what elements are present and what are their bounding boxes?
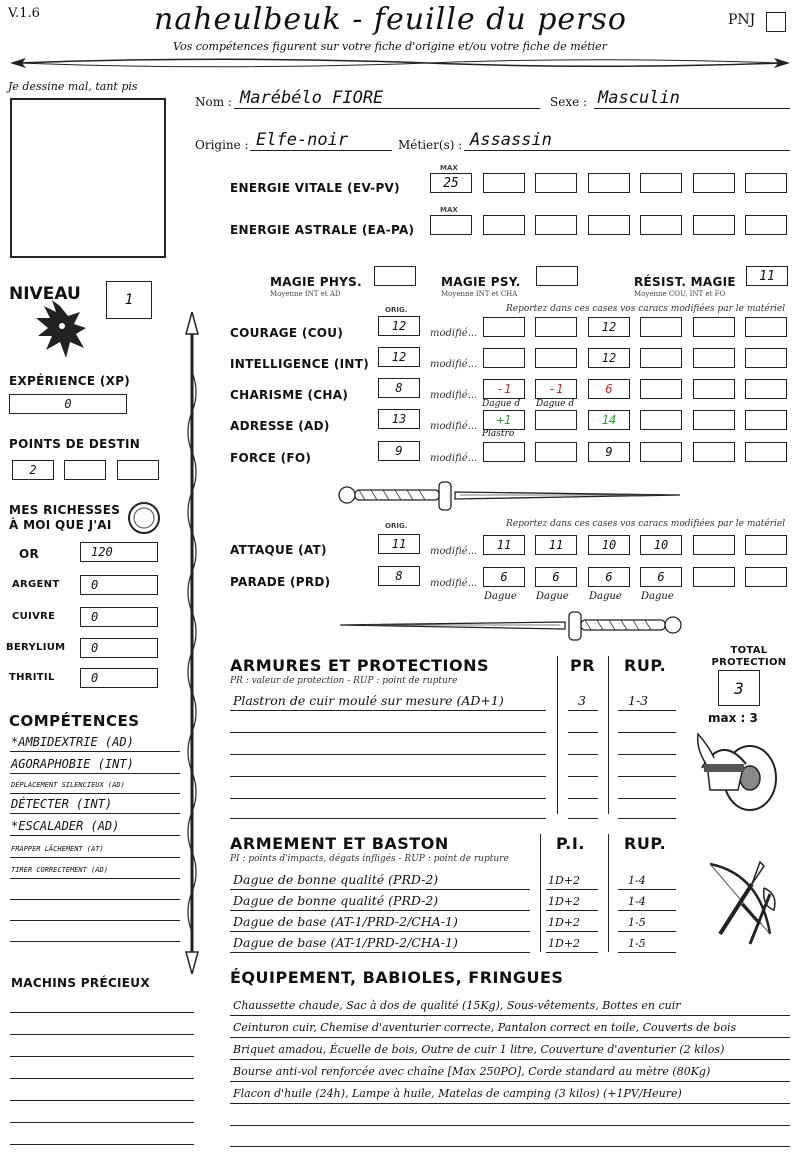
equipement-line[interactable]: Flacon d'huile (24h), Lampe à huile, Matelas de camping (3 kilos) (+1PV/Heure) <box>233 1087 682 1100</box>
equipement-underline <box>230 1146 790 1147</box>
competence-line <box>10 920 180 921</box>
carac-mod-box[interactable] <box>693 379 735 399</box>
competence-item[interactable]: DÉTECTER (INT) <box>11 797 113 811</box>
carac-mod-box[interactable]: 12 <box>588 348 630 368</box>
machins-line <box>10 1012 194 1013</box>
spear-divider <box>8 52 792 74</box>
competence-item[interactable]: AGORAPHOBIE (INT) <box>11 757 134 771</box>
competence-item[interactable]: DÉPLACEMENT SILENCIEUX (AD) <box>11 781 125 789</box>
magie-phys-sub: Moyenne INT et AD <box>270 290 341 298</box>
competence-line <box>10 857 180 858</box>
attaque-mod-box[interactable]: 11 <box>483 535 525 555</box>
ev-max-label: MAX <box>440 164 458 172</box>
arme-line <box>618 931 676 932</box>
competence-item[interactable]: TIRER CORRECTEMENT (AD) <box>11 866 108 874</box>
richesses-label-line1: MES RICHESSES <box>9 503 121 517</box>
machins-line <box>10 1100 194 1101</box>
competence-line <box>10 751 180 752</box>
metier-label: Métier(s) : <box>398 138 463 152</box>
equipement-underline <box>230 1125 790 1126</box>
competence-line <box>10 878 180 879</box>
magie-psy-box[interactable] <box>536 266 578 286</box>
equipement-underline <box>230 1015 790 1016</box>
max-protection: max : 3 <box>708 711 758 725</box>
xp-label: EXPÉRIENCE (XP) <box>9 374 131 388</box>
parade-mod-box[interactable]: 6 <box>640 567 682 587</box>
armures-divider <box>557 656 558 814</box>
weapon-tag: Dague <box>536 591 569 602</box>
richesses-label-line2: À MOI QUE J'AI <box>9 518 112 532</box>
destin-label: POINTS DE DESTIN <box>9 437 141 451</box>
machins-line <box>10 1056 194 1057</box>
ea-box[interactable] <box>535 215 577 235</box>
ev-box[interactable] <box>535 173 577 193</box>
magie-phys-box[interactable] <box>374 266 416 286</box>
carac-mod-box[interactable] <box>483 317 525 337</box>
competence-line <box>10 899 180 900</box>
arme-line <box>618 889 676 890</box>
portrait-box[interactable] <box>10 98 166 258</box>
armure-rup[interactable]: 1-3 <box>628 693 649 708</box>
armement-pi-header: P.I. <box>556 834 585 853</box>
page-subtitle: Vos compétences figurent sur votre fiche d'origine et/ou votre fiche de métier <box>173 40 607 53</box>
armure-name[interactable]: Plastron de cuir moulé sur mesure (AD+1) <box>233 693 504 708</box>
parade-mod-box[interactable]: 6 <box>535 567 577 587</box>
money-box[interactable]: 0 <box>80 638 158 658</box>
ea-box[interactable] <box>483 215 525 235</box>
ev-label: ENERGIE VITALE (EV-PV) <box>230 181 400 195</box>
sexe-label: Sexe : <box>550 95 588 109</box>
combat-note: Reportez dans ces cases vos caracs modifiées par le matériel <box>506 519 786 529</box>
mod-note: Dague d <box>482 399 521 409</box>
arme-name[interactable]: Dague de bonne qualité (PRD-2) <box>233 893 439 908</box>
weapon-tag: Dague <box>641 591 674 602</box>
arme-name[interactable]: Dague de bonne qualité (PRD-2) <box>233 872 439 887</box>
attaque-label: ATTAQUE (AT) <box>230 543 327 557</box>
machins-line <box>10 1144 194 1145</box>
carac-orig-box[interactable]: 13 <box>378 409 420 429</box>
armure-line <box>230 818 546 819</box>
helmet-shield-illustration <box>692 728 784 816</box>
attaque-mod-box[interactable]: 11 <box>535 535 577 555</box>
parade-mod-box[interactable] <box>693 567 735 587</box>
carac-mod-box[interactable]: +1 <box>483 410 525 430</box>
parade-mod-box[interactable]: 6 <box>483 567 525 587</box>
version-label: V.1.6 <box>8 6 40 21</box>
armure-line <box>568 732 598 733</box>
equipement-title: ÉQUIPEMENT, BABIOLES, FRINGUES <box>230 968 564 987</box>
armure-line <box>618 732 676 733</box>
carac-mod-box[interactable] <box>693 442 735 462</box>
carac-mod-box[interactable]: 9 <box>588 442 630 462</box>
ea-label: ENERGIE ASTRALE (EA-PA) <box>230 223 415 237</box>
weapon-tag: Dague <box>589 591 622 602</box>
carac-mod-box[interactable]: 14 <box>588 410 630 430</box>
money-box[interactable]: 120 <box>80 542 158 562</box>
armure-line <box>230 776 546 777</box>
equipement-underline <box>230 1037 790 1038</box>
sword-illustration <box>335 478 685 514</box>
metier-value[interactable]: Assassin <box>470 130 552 150</box>
carac-mod-box[interactable]: 6 <box>588 379 630 399</box>
sword-illustration <box>335 608 685 644</box>
modifie-label: modifié... <box>430 578 478 589</box>
resist-magie-label: RÉSIST. MAGIE <box>634 275 736 289</box>
arme-line <box>546 889 598 890</box>
competences-title: COMPÉTENCES <box>9 712 140 730</box>
competence-item[interactable]: FRAPPER LÂCHEMENT (AT) <box>11 845 104 853</box>
armure-line <box>230 710 546 711</box>
carac-mod-box[interactable] <box>693 410 735 430</box>
arme-line <box>546 910 598 911</box>
arme-pi[interactable]: 1D+2 <box>548 916 581 929</box>
carac-mod-box[interactable] <box>745 442 787 462</box>
ea-box[interactable] <box>640 215 682 235</box>
arme-line <box>546 931 598 932</box>
equipement-underline <box>230 1103 790 1104</box>
carac-mod-box[interactable] <box>640 442 682 462</box>
destin-box[interactable] <box>64 460 106 480</box>
arme-rup[interactable]: 1-4 <box>628 895 646 908</box>
carac-orig-box[interactable]: 12 <box>378 316 420 336</box>
carac-mod-box[interactable]: -1 <box>535 379 577 399</box>
carac-mod-box[interactable] <box>640 410 682 430</box>
equipement-underline <box>230 1081 790 1082</box>
competence-item[interactable]: *AMBIDEXTRIE (AD) <box>11 735 134 749</box>
carac-mod-box[interactable] <box>745 348 787 368</box>
modifie-label: modifié... <box>430 421 478 432</box>
sexe-value[interactable]: Masculin <box>598 88 680 108</box>
attaque-mod-box[interactable]: 10 <box>588 535 630 555</box>
coin-icon <box>127 501 161 535</box>
ea-max-box[interactable] <box>430 215 472 235</box>
armure-line <box>618 754 676 755</box>
armure-line <box>568 798 598 799</box>
money-label: OR <box>19 547 40 561</box>
total-label-line2: PROTECTION <box>711 657 787 668</box>
mod-note: Dague d <box>536 399 575 409</box>
total-protection-label <box>706 645 792 669</box>
destin-box[interactable] <box>117 460 159 480</box>
equipement-line[interactable]: Briquet amadou, Écuelle de bois, Outre de cuir 1 litre, Couverture d'aventurier (2 kilos) <box>233 1043 725 1056</box>
carac-orig-box[interactable]: 12 <box>378 347 420 367</box>
machins-line <box>10 1034 194 1035</box>
carac-label: ADRESSE (AD) <box>230 419 330 433</box>
arme-line <box>618 910 676 911</box>
parade-mod-box[interactable] <box>745 567 787 587</box>
armure-line <box>618 798 676 799</box>
dragon-illustration <box>30 300 88 364</box>
modifie-label: modifié... <box>430 359 478 370</box>
carac-label: FORCE (FO) <box>230 451 312 465</box>
armure-line <box>230 754 546 755</box>
magie-psy-sub: Moyenne INT et CHA <box>441 290 518 298</box>
money-box[interactable]: 0 <box>80 668 158 688</box>
ev-box[interactable] <box>693 173 735 193</box>
parade-label: PARADE (PRD) <box>230 575 331 589</box>
staff-decoration <box>180 312 204 974</box>
caracs-note: Reportez dans ces cases vos caracs modifiées par le matériel <box>506 304 786 314</box>
armement-rup-header: RUP. <box>624 834 667 853</box>
ea-max-label: MAX <box>440 206 458 214</box>
armure-line <box>568 754 598 755</box>
carac-orig-box[interactable]: 9 <box>378 441 420 461</box>
competence-line <box>10 793 180 794</box>
portrait-caption: Je dessine mal, tant pis <box>8 80 138 93</box>
armure-line <box>568 818 598 819</box>
magie-phys-label: MAGIE PHYS. <box>270 275 362 289</box>
weapons-illustration <box>690 854 790 954</box>
page-title: naheulbeuk - feuille du perso <box>154 2 627 37</box>
carac-mod-box[interactable]: -1 <box>483 379 525 399</box>
nom-value[interactable]: Marébélo FIORE <box>240 88 384 108</box>
equipement-underline <box>230 1059 790 1060</box>
competence-item[interactable]: *ESCALADER (AD) <box>11 819 120 833</box>
resist-magie-sub: Moyenne COU, INT et FO <box>634 290 726 298</box>
attaque-mod-box[interactable]: 10 <box>640 535 682 555</box>
equipement-line[interactable]: Chaussette chaude, Sac à dos de qualité (15Kg), Sous-vêtements, Bottes en cuir <box>233 999 681 1012</box>
origine-underline <box>250 150 392 151</box>
armure-line <box>618 710 676 711</box>
competence-line <box>10 941 180 942</box>
arme-line <box>546 952 598 953</box>
origine-label: Origine : <box>195 138 249 152</box>
armement-sub: PI : points d'impacts, dégats infligés - RUP : point de rupture <box>230 854 509 864</box>
equipement-line[interactable]: Bourse anti-vol renforcée avec chaîne [Max 250PO], Corde standard au mètre (80Kg) <box>233 1065 711 1078</box>
mod-note: Plastro <box>482 429 515 439</box>
armures-sub: PR : valeur de protection - RUP : point de rupture <box>230 676 458 686</box>
weapon-tag: Dague <box>484 591 517 602</box>
modifie-label: modifié... <box>430 328 478 339</box>
carac-mod-box[interactable] <box>535 317 577 337</box>
ev-box[interactable] <box>745 173 787 193</box>
money-label: BERYLIUM <box>6 642 66 653</box>
armement-divider <box>608 834 609 952</box>
machins-line <box>10 1078 194 1079</box>
xp-box[interactable]: 0 <box>9 394 127 414</box>
destin-box[interactable]: 2 <box>12 460 54 480</box>
arme-name[interactable]: Dague de base (AT-1/PRD-2/CHA-1) <box>233 914 458 929</box>
carac-mod-box[interactable] <box>535 348 577 368</box>
ev-box[interactable] <box>588 173 630 193</box>
modifie-label: modifié... <box>430 453 478 464</box>
carac-mod-box[interactable] <box>640 317 682 337</box>
ev-box[interactable] <box>640 173 682 193</box>
ea-box[interactable] <box>693 215 735 235</box>
richesses-label <box>9 503 120 533</box>
armement-title: ARMEMENT ET BASTON <box>230 834 449 853</box>
carac-mod-box[interactable]: 12 <box>588 317 630 337</box>
money-box[interactable]: 0 <box>80 575 158 595</box>
niveau-box[interactable]: 1 <box>106 281 152 319</box>
carac-mod-box[interactable] <box>745 379 787 399</box>
armure-line <box>230 732 546 733</box>
armures-divider <box>608 656 609 814</box>
arme-line <box>230 931 530 932</box>
carac-label: CHARISME (CHA) <box>230 388 349 402</box>
machins-line <box>10 1122 194 1123</box>
carac-label: COURAGE (COU) <box>230 326 344 340</box>
arme-line <box>230 952 530 953</box>
metier-underline <box>464 150 790 151</box>
carac-label: INTELLIGENCE (INT) <box>230 357 369 371</box>
arme-name[interactable]: Dague de base (AT-1/PRD-2/CHA-1) <box>233 935 458 950</box>
parade-mod-box[interactable]: 6 <box>588 567 630 587</box>
carac-mod-box[interactable] <box>745 410 787 430</box>
modifie-label: modifié... <box>430 546 478 557</box>
sexe-underline <box>594 108 790 109</box>
combat-orig-label: ORIG. <box>385 522 408 530</box>
carac-mod-box[interactable] <box>535 442 577 462</box>
resist-magie-box[interactable]: 11 <box>746 266 788 286</box>
arme-line <box>618 952 676 953</box>
magie-psy-label: MAGIE PSY. <box>441 275 521 289</box>
competence-line <box>10 813 180 814</box>
ea-box[interactable] <box>588 215 630 235</box>
armures-pr-header: PR <box>570 656 596 675</box>
money-label: CUIVRE <box>12 611 56 622</box>
parade-orig-box[interactable]: 8 <box>378 566 420 586</box>
modifie-label: modifié... <box>430 390 478 401</box>
ev-box[interactable] <box>483 173 525 193</box>
carac-mod-box[interactable] <box>640 379 682 399</box>
arme-pi[interactable]: 1D+2 <box>548 937 581 950</box>
attaque-orig-box[interactable]: 11 <box>378 534 420 554</box>
pnj-label: PNJ <box>728 12 756 28</box>
origine-value[interactable]: Elfe-noir <box>256 130 349 150</box>
machins-title: MACHINS PRÉCIEUX <box>11 976 150 990</box>
armure-line <box>618 776 676 777</box>
armure-pr[interactable]: 3 <box>578 693 586 708</box>
arme-rup[interactable]: 1-4 <box>628 874 646 887</box>
nom-underline <box>234 108 540 109</box>
carac-mod-box[interactable] <box>483 442 525 462</box>
nom-label: Nom : <box>195 95 232 109</box>
arme-rup[interactable]: 1-5 <box>628 916 646 929</box>
attaque-mod-box[interactable] <box>745 535 787 555</box>
arme-pi[interactable]: 1D+2 <box>548 895 581 908</box>
carac-mod-box[interactable] <box>693 348 735 368</box>
carac-mod-box[interactable] <box>535 410 577 430</box>
armure-line <box>568 776 598 777</box>
competence-line <box>10 773 180 774</box>
armures-rup-header: RUP. <box>624 656 667 675</box>
arme-pi[interactable]: 1D+2 <box>548 874 581 887</box>
carac-mod-box[interactable] <box>483 348 525 368</box>
arme-line <box>230 889 530 890</box>
armement-divider <box>540 834 541 952</box>
arme-rup[interactable]: 1-5 <box>628 937 646 950</box>
armures-title: ARMURES ET PROTECTIONS <box>230 656 489 675</box>
money-label: THRITIL <box>9 672 55 683</box>
money-label: ARGENT <box>12 579 60 590</box>
carac-mod-box[interactable] <box>693 317 735 337</box>
armure-line <box>230 798 546 799</box>
carac-mod-box[interactable] <box>640 348 682 368</box>
carac-orig-box[interactable]: 8 <box>378 378 420 398</box>
niveau-label: NIVEAU <box>9 284 81 304</box>
arme-line <box>230 910 530 911</box>
caracs-orig-label: ORIG. <box>385 306 408 314</box>
total-protection-box[interactable]: 3 <box>718 670 760 706</box>
equipement-line[interactable]: Ceinturon cuir, Chemise d'aventurier correcte, Pantalon correct en toile, Couverts de bois <box>233 1021 737 1034</box>
ev-max-box[interactable]: 25 <box>430 173 472 193</box>
carac-mod-box[interactable] <box>745 317 787 337</box>
armure-line <box>568 710 598 711</box>
ea-box[interactable] <box>745 215 787 235</box>
attaque-mod-box[interactable] <box>693 535 735 555</box>
armure-line <box>618 818 676 819</box>
pnj-checkbox[interactable] <box>766 12 786 32</box>
money-box[interactable]: 0 <box>80 607 158 627</box>
competence-line <box>10 835 180 836</box>
total-label-line1: TOTAL <box>730 645 768 656</box>
